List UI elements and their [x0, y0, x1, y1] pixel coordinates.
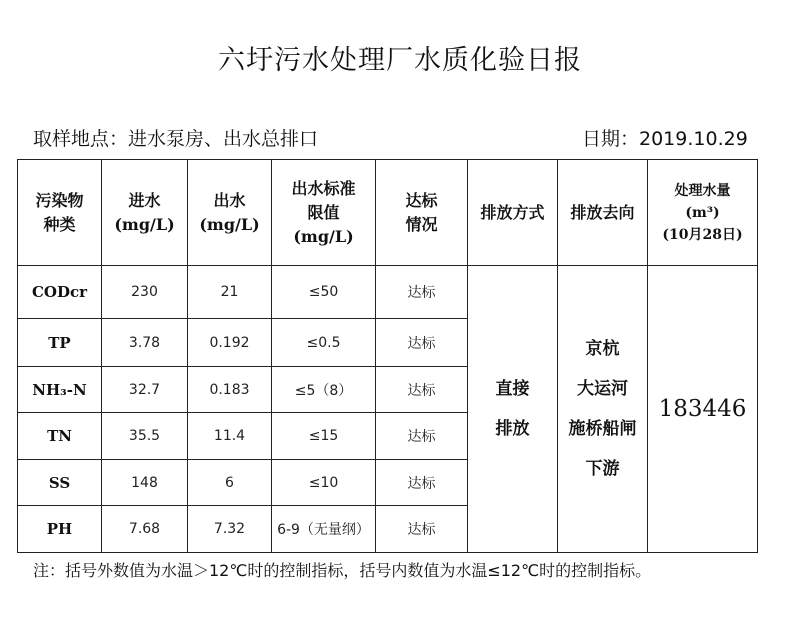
limit-value: 6-9（无量纲） [272, 506, 376, 553]
outflow-value: 0.192 [188, 319, 272, 367]
header-discharge-destination: 排放去向 [558, 160, 648, 266]
inflow-value: 230 [102, 266, 188, 319]
inflow-value: 148 [102, 460, 188, 506]
limit-value: ≤0.5 [272, 319, 376, 367]
pollutant-name: PH [18, 506, 102, 553]
outflow-value: 6 [188, 460, 272, 506]
status-value: 达标 [376, 319, 468, 367]
outflow-value: 0.183 [188, 367, 272, 413]
sampling-location: 取样地点：进水泵房、出水总排口 [33, 128, 319, 150]
discharge-destination: 京杭 大运河 施桥船闸 下游 [558, 266, 648, 553]
outflow-value: 11.4 [188, 413, 272, 460]
limit-value: ≤50 [272, 266, 376, 319]
report-title: 六圩污水处理厂水质化验日报 [218, 45, 582, 76]
report-date: 日期：2019.10.29 [582, 128, 748, 150]
status-value: 达标 [376, 367, 468, 413]
pollutant-name: CODcr [18, 266, 102, 319]
pollutant-name: NH₃-N [18, 367, 102, 413]
outflow-value: 7.32 [188, 506, 272, 553]
water-quality-table [17, 159, 758, 553]
pollutant-name: TP [18, 319, 102, 367]
header-outflow: 出水 (mg/L) [188, 160, 272, 266]
header-pollutant: 污染物 种类 [18, 160, 102, 266]
status-value: 达标 [376, 506, 468, 553]
treated-volume: 183446 [648, 266, 758, 553]
header-row [18, 160, 758, 266]
pollutant-name: SS [18, 460, 102, 506]
limit-value: ≤15 [272, 413, 376, 460]
inflow-value: 3.78 [102, 319, 188, 367]
discharge-method: 直接 排放 [468, 266, 558, 553]
status-value: 达标 [376, 413, 468, 460]
inflow-value: 32.7 [102, 367, 188, 413]
outflow-value: 21 [188, 266, 272, 319]
inflow-value: 35.5 [102, 413, 188, 460]
header-inflow: 进水 (mg/L) [102, 160, 188, 266]
table-row [18, 266, 758, 319]
status-value: 达标 [376, 460, 468, 506]
inflow-value: 7.68 [102, 506, 188, 553]
header-status: 达标 情况 [376, 160, 468, 266]
limit-value: ≤10 [272, 460, 376, 506]
header-treated-volume: 处理水量 (m³) (10月28日) [648, 160, 758, 266]
header-limit: 出水标准 限值 (mg/L) [272, 160, 376, 266]
status-value: 达标 [376, 266, 468, 319]
limit-value: ≤5（8） [272, 367, 376, 413]
footnote: 注：括号外数值为水温＞12℃时的控制指标，括号内数值为水温≤12℃时的控制指标。 [33, 561, 652, 580]
pollutant-name: TN [18, 413, 102, 460]
header-discharge-method: 排放方式 [468, 160, 558, 266]
